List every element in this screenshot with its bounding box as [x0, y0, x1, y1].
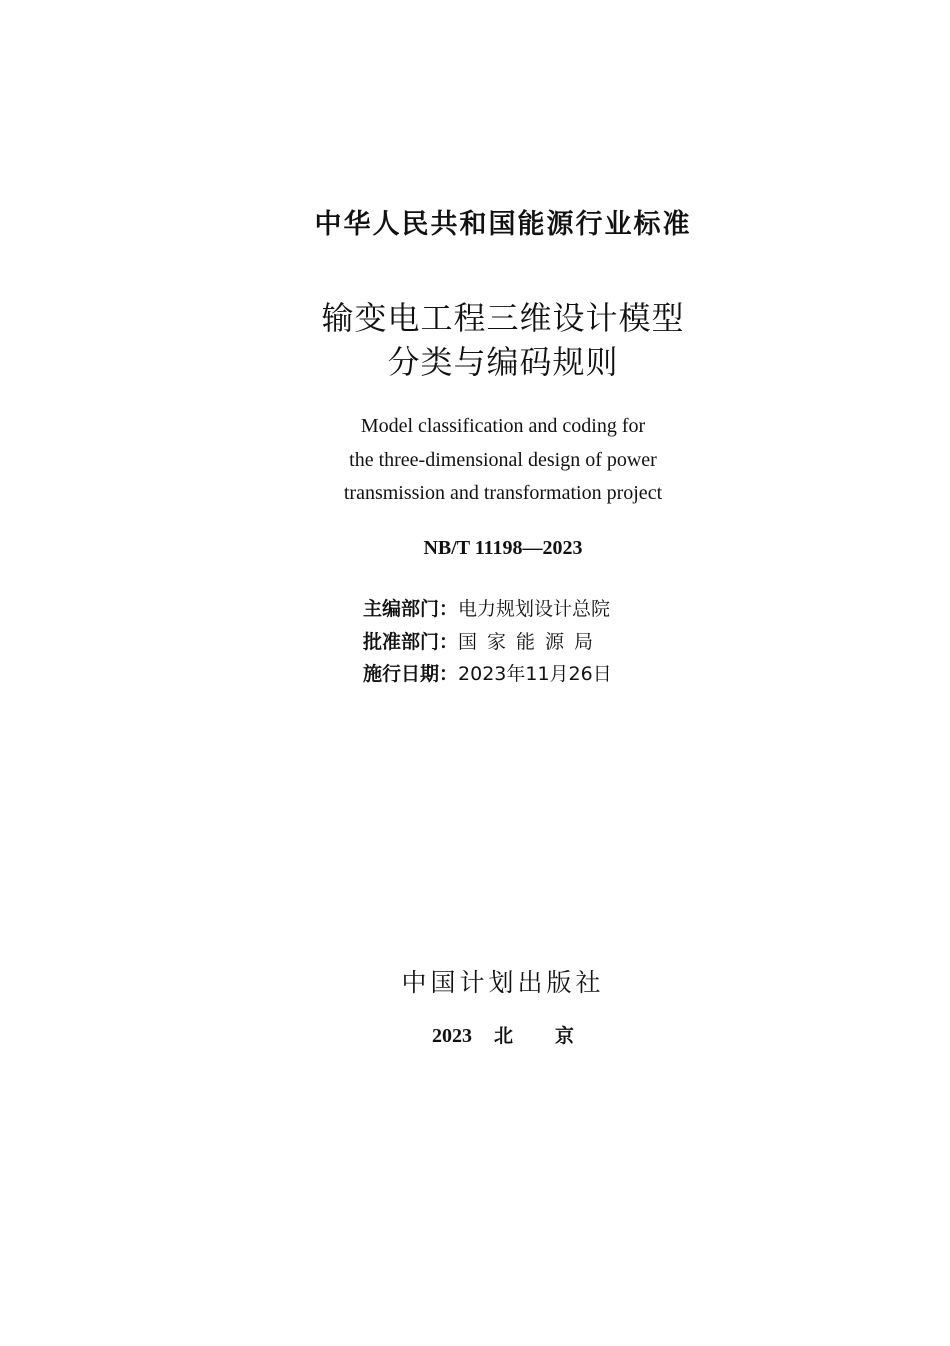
approval-department-label: 批准部门： — [363, 630, 459, 653]
publication-city-char-2: 京 — [555, 1025, 575, 1047]
english-title — [0, 410, 950, 511]
chinese-title-line-2: 分类与编码规则 — [387, 343, 619, 381]
standard-series-heading: 中华人民共和国能源行业标准 — [314, 209, 692, 240]
standard-number: NB/T 11198—2023 — [423, 537, 583, 559]
english-title-line-1: Model classification and coding for — [360, 415, 646, 437]
english-title-line-3: transmission and transformation project — [343, 482, 663, 504]
editor-department-label: 主编部门： — [363, 598, 459, 620]
approval-department-row — [363, 626, 612, 659]
effective-date-row — [363, 658, 612, 691]
publication-city-char-1: 北 — [493, 1025, 513, 1047]
english-title-line-2: the three-dimensional design of power — [349, 448, 657, 471]
effective-date-value: 2023年11月26日 — [458, 663, 612, 685]
chinese-title — [0, 296, 950, 384]
standard-metadata — [363, 593, 612, 691]
editor-department-row — [363, 593, 612, 626]
effective-date-label: 施行日期： — [363, 663, 459, 685]
approval-department-value: 国家能源局 — [458, 630, 604, 653]
publisher-name: 中国计划出版社 — [401, 968, 605, 997]
publication-place-year — [0, 1021, 950, 1048]
publication-year: 2023 — [431, 1025, 472, 1047]
chinese-title-line-1: 输变电工程三维设计模型 — [321, 299, 685, 337]
editor-department-value: 电力规划设计总院 — [458, 598, 611, 620]
